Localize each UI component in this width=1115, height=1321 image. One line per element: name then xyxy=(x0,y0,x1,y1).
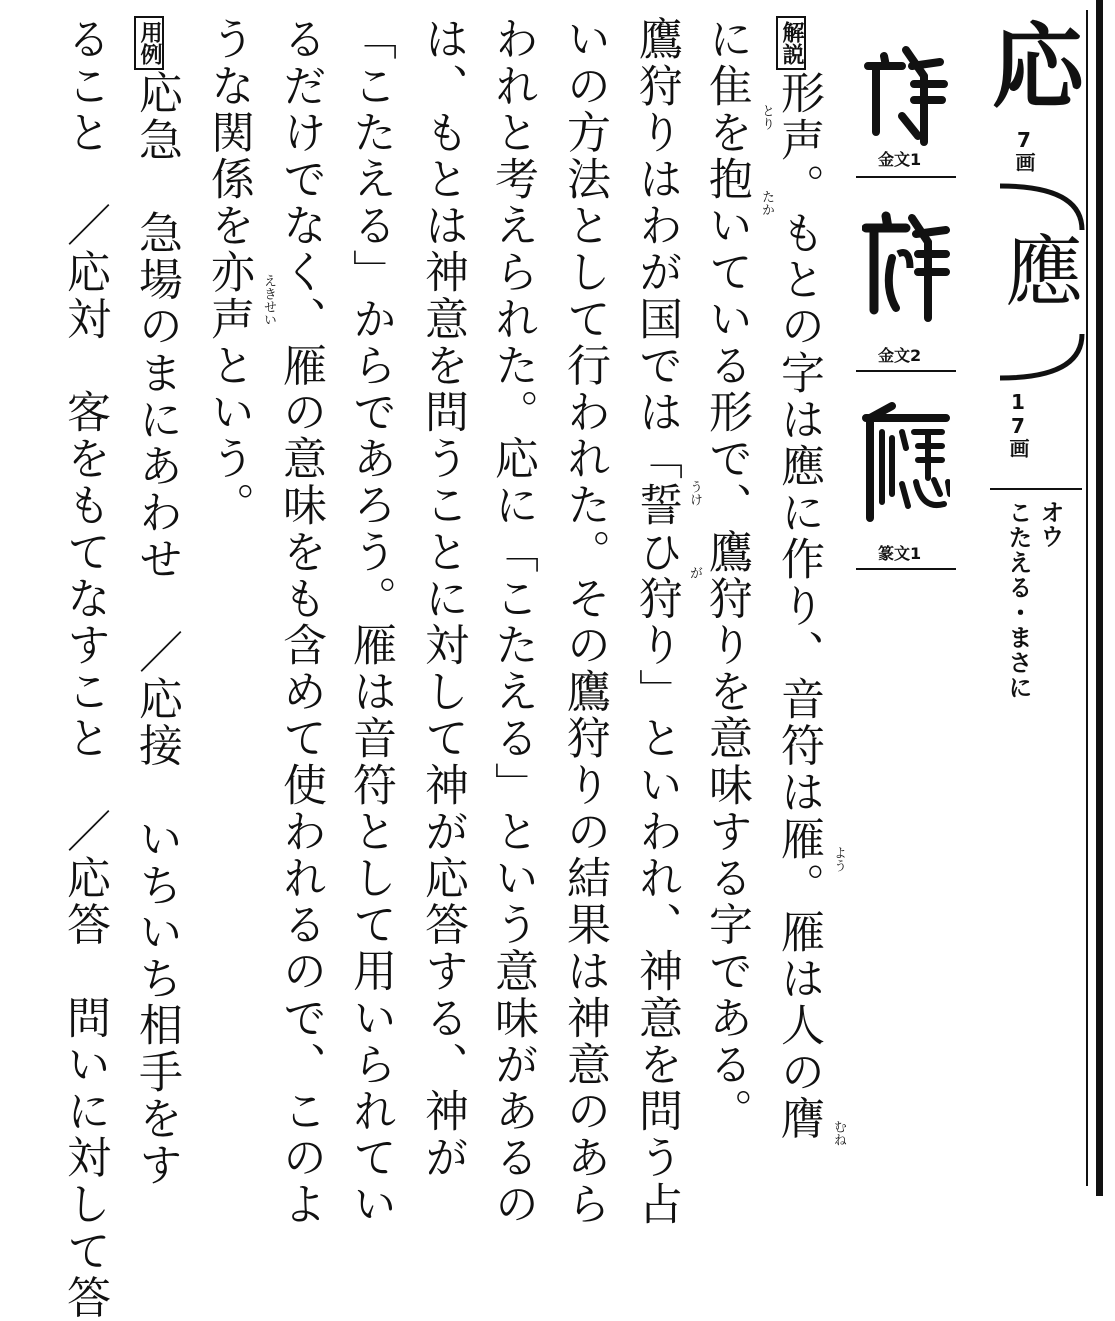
column-text: 応急 急場のまにあわせ ／応接 いちいち相手をす xyxy=(131,70,182,1189)
ruby-taka: たか xyxy=(759,190,774,216)
ancient-form-rule xyxy=(856,568,956,570)
ancient-form-2 xyxy=(856,192,956,372)
explanation-column xyxy=(203,16,254,529)
yourei-tag: 用例 xyxy=(134,16,164,70)
explanation-column xyxy=(559,16,610,1228)
explanation-column xyxy=(773,70,824,1142)
ancient-form-3 xyxy=(856,384,956,574)
column-text: 鷹狩りはわが国では「誓ひ狩り」といわれ、神意を問う占 xyxy=(631,16,682,1228)
explanation-column xyxy=(631,16,682,1228)
column-text: うな関係を亦声という。 xyxy=(203,16,254,529)
ruby-tori: とり xyxy=(759,104,774,130)
explanation-column xyxy=(345,16,396,1228)
column-text: に隹を抱いている形で、鷹狩りを意味する字である。 xyxy=(701,16,752,1135)
column-text: は、もとは神意を問うことに対して神が応答する、神が xyxy=(417,16,468,1181)
reading-divider xyxy=(990,488,1082,490)
reading-on: オウ xyxy=(1036,500,1064,548)
ancient-form-label: 篆文1 xyxy=(878,544,922,563)
column-text: ること ／応対 客をもてなすこと ／応答 問いに対して答 xyxy=(59,16,110,1321)
ruby-ekisei: えきせい xyxy=(261,274,276,326)
ruby-mune: むね xyxy=(831,1120,846,1146)
old-kanji: 應 xyxy=(992,230,1082,308)
ancient-form-1 xyxy=(856,24,956,184)
ancient-form-rule xyxy=(856,370,956,372)
column-text: るだけでなく、雁の意味をも含めて使われるので、このよ xyxy=(275,16,326,1228)
example-column xyxy=(59,16,110,1321)
ruby-uke: うけ xyxy=(687,480,702,506)
page-border-thick xyxy=(1096,0,1103,1196)
old-form-block xyxy=(990,182,1088,382)
ancient-form-label: 金文2 xyxy=(878,346,922,365)
kinbun-2-glyph xyxy=(862,198,950,328)
tenbun-1-glyph xyxy=(862,398,950,528)
ruby-you: よう xyxy=(831,846,846,872)
ancient-form-rule xyxy=(856,176,956,178)
column-text: いの方法として行われた。その鷹狩りの結果は神意のあら xyxy=(559,16,610,1228)
explanation-column xyxy=(487,16,538,1228)
column-text: 形声。もとの字は應に作り、音符は雁。雁は人の膺 xyxy=(773,70,824,1142)
column-text: 「こたえる」からであろう。雁は音符として用いられてい xyxy=(345,16,396,1228)
ancient-form-label: 金文1 xyxy=(878,150,922,169)
explanation-column xyxy=(417,16,468,1181)
ruby-ga: が xyxy=(687,566,702,579)
stroke-count-new: 7画 xyxy=(1012,128,1036,172)
head-kanji: 応 xyxy=(977,18,1084,110)
reading-kun: こたえる・まさに xyxy=(1004,500,1032,700)
explanation-column xyxy=(701,16,752,1135)
example-column xyxy=(131,70,182,1189)
kaisetsu-tag: 解説 xyxy=(776,16,806,70)
column-text: われと考えられた。応に「こたえる」という意味があるの xyxy=(487,16,538,1228)
explanation-column xyxy=(275,16,326,1228)
kinbun-1-glyph xyxy=(862,36,950,146)
stroke-count-old: 17画 xyxy=(1006,390,1030,458)
